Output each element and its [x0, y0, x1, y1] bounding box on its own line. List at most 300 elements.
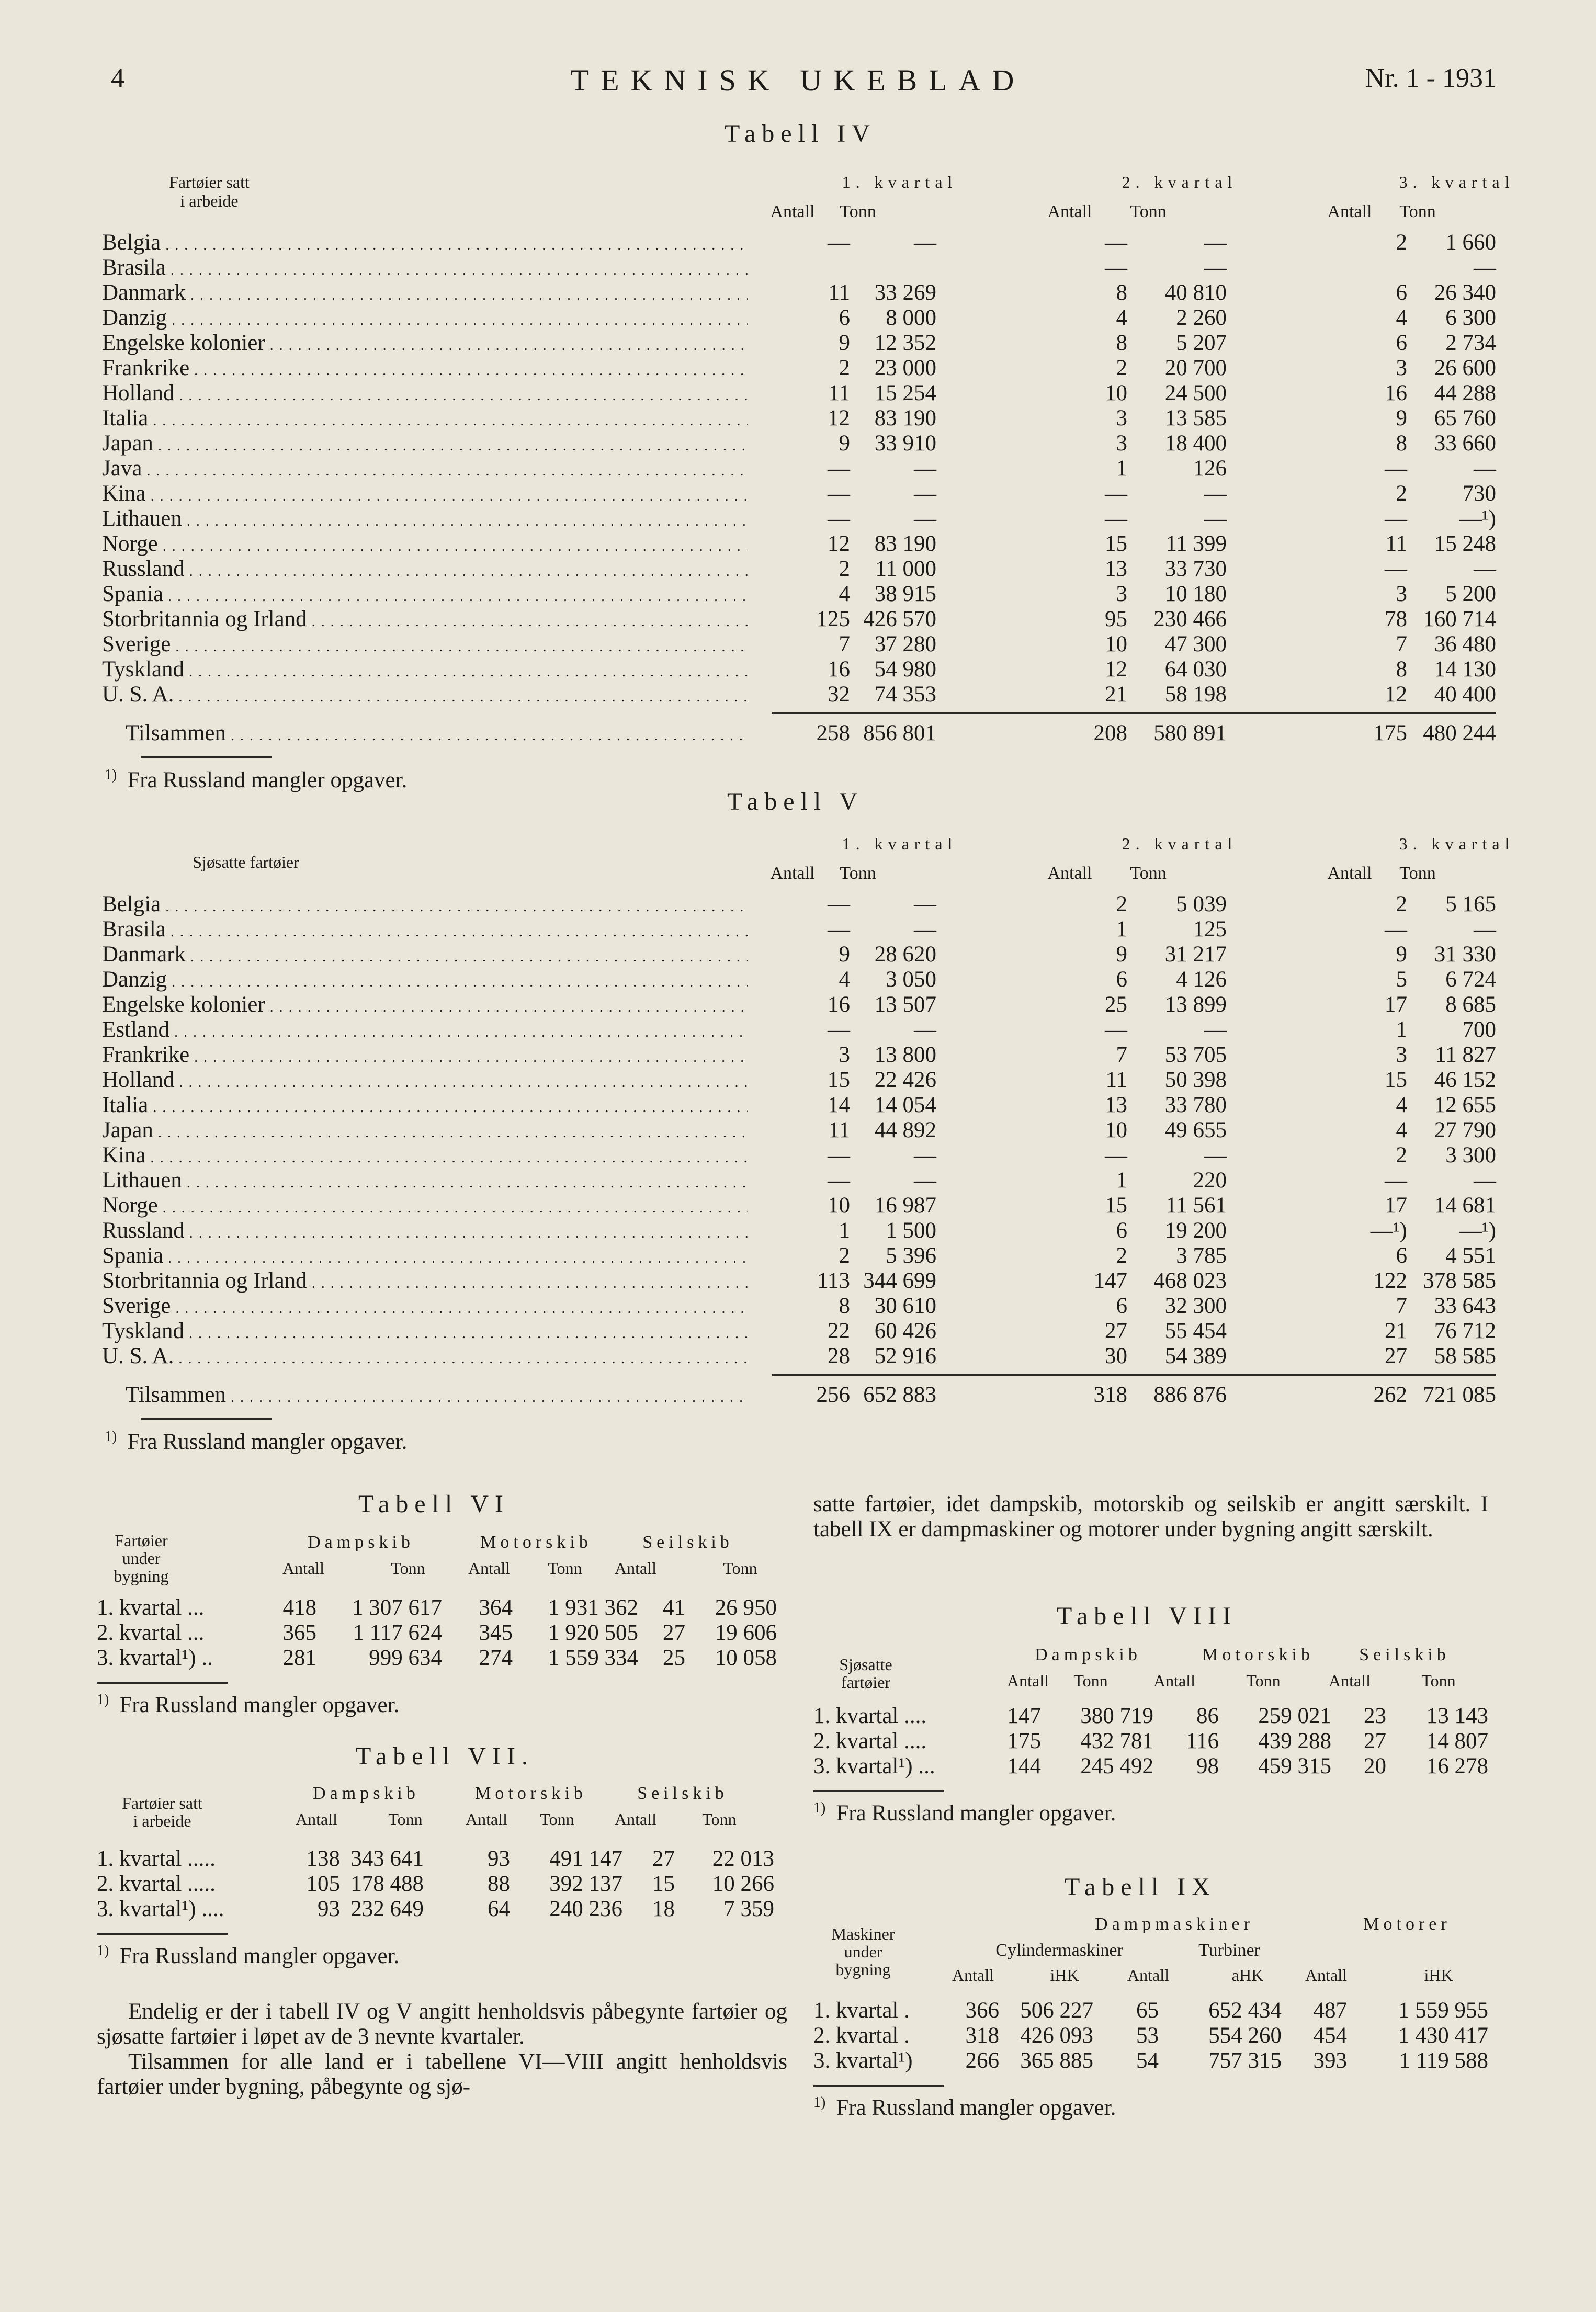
- cell: 12: [828, 531, 850, 556]
- row-label: Italia . . .: [102, 406, 748, 434]
- row-label: U. S. A. . . .: [102, 1344, 748, 1372]
- cell: 344 699: [863, 1268, 936, 1293]
- row-label: Lithauen . . .: [102, 1168, 748, 1196]
- cell: —: [1204, 1143, 1227, 1168]
- table-row: [813, 1729, 1493, 1754]
- cell: 2: [839, 356, 850, 380]
- cell: 14 807: [1426, 1729, 1488, 1753]
- cell: 46 152: [1434, 1068, 1496, 1092]
- cell: 116: [1186, 1729, 1219, 1753]
- cell: 9: [839, 331, 850, 355]
- footnote-rule: [141, 756, 272, 758]
- row-label: Kina . . .: [102, 481, 748, 509]
- row-label: Italia . . .: [102, 1093, 748, 1120]
- table-6-title: Tabell VI: [358, 1490, 510, 1518]
- cell: 12: [1105, 657, 1127, 682]
- cell: 27: [652, 1846, 675, 1871]
- cell: 15 248: [1434, 531, 1496, 556]
- row-label: Storbritannia og Irland . . .: [102, 1268, 748, 1296]
- cell: 17: [1385, 1193, 1407, 1218]
- cell: 487: [1313, 1998, 1347, 2023]
- cell: 40 400: [1434, 682, 1496, 707]
- column-header: Antall: [1329, 1671, 1371, 1690]
- row-label: Sverige . . .: [102, 1294, 748, 1321]
- row-label: Sverige . . .: [102, 632, 748, 660]
- cell: 6: [1116, 1218, 1127, 1243]
- cell: 245 492: [1080, 1754, 1153, 1778]
- footnote-rule: [141, 1418, 272, 1420]
- table-4: [102, 173, 1515, 803]
- table-row: [102, 942, 1496, 967]
- table-row: [102, 1294, 1496, 1319]
- cell: 25: [1105, 992, 1127, 1017]
- table-body: [97, 1846, 787, 1974]
- row-label: 3. kvartal¹) ....: [97, 1897, 224, 1921]
- cell: 26 950: [715, 1595, 777, 1620]
- cell: 26 340: [1434, 280, 1496, 305]
- table-row: [102, 1268, 1496, 1294]
- cell: 60 426: [874, 1319, 936, 1343]
- cell: 999 634: [369, 1646, 442, 1670]
- cell: 93: [318, 1897, 340, 1921]
- column-header: Antall: [1153, 1671, 1195, 1690]
- footnote-text: Fra Russland mangler opgaver.: [836, 1801, 1116, 1826]
- table-row: [102, 557, 1496, 582]
- row-label: 3. kvartal¹) ...: [813, 1754, 935, 1778]
- cell: 83 190: [874, 531, 936, 556]
- row-label: Belgia . . .: [102, 892, 748, 920]
- cell: —: [1105, 230, 1127, 255]
- cell: 10 180: [1164, 582, 1227, 606]
- cell: —: [1474, 255, 1496, 280]
- cell: —: [1385, 917, 1407, 942]
- cell: —: [914, 892, 936, 916]
- cell: 58 198: [1164, 682, 1227, 707]
- cell: 28: [828, 1344, 850, 1368]
- column-header: Antall: [1327, 864, 1372, 883]
- cell: —: [1385, 557, 1407, 581]
- column-header: Antall: [282, 1559, 324, 1578]
- cell: 18: [652, 1897, 675, 1921]
- cell: 9: [839, 942, 850, 967]
- cell: 88: [488, 1872, 510, 1896]
- cell: 2: [1396, 230, 1407, 255]
- table-row: [102, 892, 1496, 917]
- cell: 8: [839, 1294, 850, 1318]
- cell: 11 827: [1435, 1042, 1496, 1067]
- row-label: 2. kvartal .: [813, 2023, 910, 2048]
- paragraph: Tilsammen for alle land er i tabellene VI—VIII angitt henholdsvis fartøier under bygning, påbegynte og sjø-: [97, 2049, 787, 2099]
- cell: —: [828, 456, 850, 481]
- row-label: 2. kvartal ...: [97, 1620, 205, 1645]
- cell: 64: [488, 1897, 510, 1921]
- footnote-marker: 1): [813, 1800, 826, 1816]
- cell: 9: [1396, 406, 1407, 430]
- column-header: Tonn: [702, 1810, 737, 1829]
- cell: 78: [1385, 607, 1407, 631]
- cell: 76 712: [1434, 1319, 1496, 1343]
- cell: 426 570: [863, 607, 936, 631]
- cell: 125: [1193, 917, 1227, 942]
- cell: 126: [1193, 456, 1227, 481]
- cell: 7: [1396, 632, 1407, 656]
- column-header: iHK: [1050, 1966, 1079, 1985]
- cell: —¹): [1459, 1218, 1496, 1243]
- row-label: Holland . . .: [102, 381, 748, 409]
- table-row: [102, 456, 1496, 481]
- cell: 113: [817, 1268, 850, 1293]
- footnote-marker: 1): [813, 2094, 826, 2111]
- cell: 13 899: [1164, 992, 1227, 1017]
- cell: 1: [839, 1218, 850, 1243]
- cell: 6: [1396, 331, 1407, 355]
- cell: 378 585: [1423, 1268, 1496, 1293]
- column-header: Tonn: [840, 202, 876, 221]
- group-header: Seilskib: [642, 1533, 733, 1552]
- cell: 32 300: [1164, 1294, 1227, 1318]
- table-row: [102, 1319, 1496, 1344]
- cell: 11: [828, 1118, 850, 1142]
- cell: 491 147: [549, 1846, 622, 1871]
- cell: —: [1204, 506, 1227, 531]
- cell: 9: [839, 431, 850, 456]
- footnote: [105, 767, 407, 793]
- cell: 122: [1373, 1268, 1407, 1293]
- column-header: Antall: [296, 1810, 337, 1829]
- cell: 2 734: [1445, 331, 1496, 355]
- cell: 40 810: [1164, 280, 1227, 305]
- footnote-marker: 1): [97, 1692, 109, 1708]
- cell: 7: [1396, 1294, 1407, 1318]
- cell: —: [914, 1168, 936, 1193]
- table-row: [102, 1068, 1496, 1093]
- cell: 432 781: [1080, 1729, 1153, 1753]
- cell: 3 785: [1176, 1243, 1227, 1268]
- cell: 8 685: [1445, 992, 1496, 1017]
- cell: 757 315: [1208, 2048, 1282, 2073]
- cell: 11 561: [1165, 1193, 1227, 1218]
- cell: 1 920 505: [548, 1620, 638, 1645]
- group-header-row: [102, 173, 1515, 202]
- cell: 2: [1116, 1243, 1127, 1268]
- column-header: Tonn: [1421, 1671, 1456, 1690]
- cell: 4: [839, 967, 850, 992]
- cell: 6: [839, 305, 850, 330]
- cell: 7: [1116, 1042, 1127, 1067]
- cell: 16: [1385, 381, 1407, 405]
- cell: 47 300: [1164, 632, 1227, 656]
- group-header: Motorskib: [1202, 1645, 1314, 1664]
- table-body: [813, 1998, 1493, 2126]
- cell: —: [1105, 255, 1127, 280]
- column-header: Tonn: [540, 1810, 574, 1829]
- footnote: [813, 2094, 1116, 2121]
- cell: 5 039: [1176, 892, 1227, 916]
- total-rule: [772, 712, 1496, 714]
- table-row: [97, 1646, 787, 1671]
- table-row: [102, 331, 1496, 356]
- total-cell: 256: [816, 1382, 850, 1407]
- cell: 6 300: [1445, 305, 1496, 330]
- table-row: [102, 607, 1496, 632]
- column-header: Antall: [1305, 1966, 1347, 1985]
- cell: 1 559 334: [548, 1646, 638, 1670]
- cell: 15 254: [874, 381, 936, 405]
- body-text-left: [97, 1999, 787, 2100]
- row-label: U. S. A. . . .: [102, 682, 748, 710]
- cell: —: [1105, 1143, 1127, 1168]
- table-5-title: Tabell V: [727, 788, 864, 815]
- cell: 20: [1364, 1754, 1386, 1778]
- cell: 160 714: [1423, 607, 1496, 631]
- total-cell: 258: [816, 721, 850, 745]
- cell: 8: [1396, 431, 1407, 456]
- cell: 454: [1313, 2023, 1347, 2048]
- cell: 30: [1105, 1344, 1127, 1368]
- row-label: Spania . . .: [102, 582, 748, 609]
- group-header: Dampskib: [1035, 1645, 1141, 1664]
- row-label: Russland . . .: [102, 557, 748, 584]
- row-label: Danmark . . .: [102, 280, 748, 308]
- cell: 5: [1396, 967, 1407, 992]
- row-label: Engelske kolonier . . .: [102, 992, 748, 1020]
- row-label: Lithauen . . .: [102, 506, 748, 534]
- table-row: [102, 305, 1496, 331]
- cell: —: [914, 1017, 936, 1042]
- column-header: Antall: [1047, 864, 1092, 883]
- cell: 2 260: [1176, 305, 1227, 330]
- cell: 10: [828, 1193, 850, 1218]
- cell: 3 300: [1445, 1143, 1496, 1168]
- subcolumn-header-row: [102, 202, 1496, 230]
- table-row: [102, 481, 1496, 506]
- row-label: Danzig . . .: [102, 305, 748, 333]
- cell: 1: [1116, 1168, 1127, 1193]
- column-header: Antall: [1047, 202, 1092, 221]
- cell: 16: [828, 992, 850, 1017]
- cell: 364: [479, 1595, 513, 1620]
- table-5-stub-header: Sjøsatte fartøier: [193, 853, 299, 871]
- cell: 1 430 417: [1398, 2023, 1488, 2048]
- table-row: [813, 2048, 1493, 2073]
- cell: 19 606: [715, 1620, 777, 1645]
- cell: —: [914, 917, 936, 942]
- cell: 27: [1364, 1729, 1386, 1753]
- cell: 281: [282, 1646, 316, 1670]
- cell: 44 892: [874, 1118, 936, 1142]
- cell: —: [828, 481, 850, 506]
- column-header: Tonn: [840, 864, 876, 883]
- table-row: [97, 1872, 787, 1897]
- row-label: Russland . . .: [102, 1218, 748, 1246]
- cell: 13: [1105, 1093, 1127, 1117]
- column-header: Tonn: [548, 1559, 582, 1578]
- cell: 8: [1116, 331, 1127, 355]
- cell: 4: [839, 582, 850, 606]
- total-cell: 886 876: [1153, 1382, 1227, 1407]
- cell: 22 426: [874, 1068, 936, 1092]
- cell: 3: [1396, 1042, 1407, 1067]
- cell: —: [1474, 917, 1496, 942]
- cell: 31 330: [1434, 942, 1496, 967]
- cell: 14 054: [874, 1093, 936, 1117]
- cell: 1 119 588: [1399, 2048, 1488, 2073]
- cell: 11: [1105, 1068, 1127, 1092]
- cell: 53 705: [1164, 1042, 1227, 1067]
- table-row: [102, 356, 1496, 381]
- cell: 58 585: [1434, 1344, 1496, 1368]
- cell: 10: [1105, 1118, 1127, 1142]
- cell: —: [1105, 1017, 1127, 1042]
- group-header: Dampmaskiner: [1095, 1914, 1254, 1934]
- column-header: Antall: [615, 1559, 656, 1578]
- table-row: [102, 230, 1496, 255]
- cell: 36 480: [1434, 632, 1496, 656]
- cell: 3: [1116, 406, 1127, 430]
- journal-title: TEKNISK UKEBLAD: [570, 63, 1026, 97]
- cell: 33 660: [1434, 431, 1496, 456]
- cell: 8: [1116, 280, 1127, 305]
- cell: 30 610: [874, 1294, 936, 1318]
- cell: —: [828, 1017, 850, 1042]
- cell: 86: [1196, 1704, 1219, 1728]
- total-cell: 318: [1093, 1382, 1127, 1407]
- cell: 178 488: [350, 1872, 424, 1896]
- column-header: Antall: [1007, 1671, 1049, 1690]
- cell: 13 143: [1426, 1704, 1488, 1728]
- row-label: Norge . . .: [102, 1193, 748, 1221]
- cell: 147: [1007, 1704, 1041, 1728]
- cell: 1 660: [1445, 230, 1496, 255]
- cell: 23 000: [874, 356, 936, 380]
- cell: 138: [306, 1846, 340, 1871]
- cell: 459 315: [1258, 1754, 1331, 1778]
- cell: 1: [1116, 456, 1127, 481]
- row-label: Japan . . .: [102, 1118, 748, 1146]
- cell: 65: [1136, 1998, 1159, 2023]
- cell: 55 454: [1164, 1319, 1227, 1343]
- cell: 54 980: [874, 657, 936, 682]
- group-header: Seilskib: [1359, 1645, 1450, 1664]
- column-header: aHK: [1231, 1966, 1264, 1985]
- footnote-marker: 1): [97, 1943, 109, 1959]
- cell: 6: [1396, 280, 1407, 305]
- footnote-rule: [813, 1790, 944, 1792]
- cell: 7 359: [723, 1897, 774, 1921]
- cell: 98: [1196, 1754, 1219, 1778]
- table-row: [97, 1620, 787, 1646]
- cell: 2: [1116, 356, 1127, 380]
- row-label: 1. kvartal ....: [813, 1704, 927, 1728]
- cell: 7: [839, 632, 850, 656]
- footnote-text: Fra Russland mangler opgaver.: [127, 768, 408, 793]
- row-label: Tyskland . . .: [102, 1319, 748, 1346]
- cell: 19 200: [1164, 1218, 1227, 1243]
- cell: 5 200: [1445, 582, 1496, 606]
- cell: 230 466: [1153, 607, 1227, 631]
- group-header: Motorskib: [475, 1784, 587, 1803]
- row-label: Brasila . . .: [102, 917, 748, 945]
- quarter-header: 2. kvartal: [1122, 834, 1238, 853]
- subcolumn-header-row: [102, 864, 1496, 892]
- cell: 9: [1116, 942, 1127, 967]
- cell: 6 724: [1445, 967, 1496, 992]
- row-label: Frankrike . . .: [102, 1042, 748, 1070]
- row-label: Kina . . .: [102, 1143, 748, 1171]
- cell: 53: [1136, 2023, 1159, 2048]
- table-row: [102, 280, 1496, 305]
- cell: 13 585: [1164, 406, 1227, 430]
- cell: —: [914, 230, 936, 255]
- cell: 74 353: [874, 682, 936, 707]
- body-text-right: [813, 1492, 1488, 1542]
- total-label: Tilsammen . . .: [126, 1382, 748, 1410]
- cell: 240 236: [549, 1897, 622, 1921]
- row-label: 2. kvartal .....: [97, 1872, 216, 1896]
- cell: 8: [1396, 657, 1407, 682]
- table-row: [102, 406, 1496, 431]
- row-label: 1. kvartal ...: [97, 1595, 205, 1620]
- cell: 27: [1385, 1344, 1407, 1368]
- cell: 144: [1007, 1754, 1041, 1778]
- cell: 64 030: [1164, 657, 1227, 682]
- column-header: Tonn: [1399, 202, 1436, 221]
- stub-header: Maskiner under bygning: [831, 1924, 895, 1979]
- cell: 83 190: [874, 406, 936, 430]
- cell: 33 643: [1434, 1294, 1496, 1318]
- column-header: Antall: [615, 1810, 656, 1829]
- table-row: [102, 506, 1496, 531]
- cell: 2: [839, 557, 850, 581]
- cell: 393: [1313, 2048, 1347, 2073]
- table-row: [813, 1704, 1493, 1729]
- cell: 3: [1396, 582, 1407, 606]
- total-cell: 652 883: [863, 1382, 936, 1407]
- table-5: [102, 834, 1515, 1465]
- footnote-marker: 1): [105, 767, 117, 783]
- cell: 147: [1093, 1268, 1127, 1293]
- subgroup-header: Turbiner: [1198, 1941, 1260, 1960]
- cell: —: [1204, 230, 1227, 255]
- paragraph: Endelig er der i tabell IV og V angitt henholdsvis påbegynte fartøier og sjøsatte fartøier i løpet av de 3 nevnte kvartaler.: [97, 1999, 787, 2049]
- cell: 1 307 617: [352, 1595, 442, 1620]
- issue-number: Nr. 1 - 1931: [1365, 63, 1497, 93]
- table-4-title: Tabell IV: [725, 120, 876, 148]
- cell: 3: [1116, 431, 1127, 456]
- cell: —: [914, 456, 936, 481]
- cell: 27: [1105, 1319, 1127, 1343]
- table-row: [102, 682, 1496, 707]
- cell: 4 126: [1176, 967, 1227, 992]
- cell: 3: [1396, 356, 1407, 380]
- cell: 11: [828, 280, 850, 305]
- footnote: [105, 1429, 407, 1455]
- table-row: [813, 2023, 1493, 2048]
- total-row: [102, 721, 1496, 746]
- row-label: Storbritannia og Irland . . .: [102, 607, 748, 634]
- cell: 14: [828, 1093, 850, 1117]
- total-cell: 580 891: [1153, 721, 1227, 745]
- cell: —: [914, 1143, 936, 1168]
- row-label: Estland . . .: [102, 1017, 748, 1045]
- cell: 28 620: [874, 942, 936, 967]
- column-header: Antall: [952, 1966, 994, 1985]
- cell: 105: [306, 1872, 340, 1896]
- total-cell: 262: [1373, 1382, 1407, 1407]
- cell: 16 987: [874, 1193, 936, 1218]
- cell: 2: [839, 1243, 850, 1268]
- cell: 21: [1385, 1319, 1407, 1343]
